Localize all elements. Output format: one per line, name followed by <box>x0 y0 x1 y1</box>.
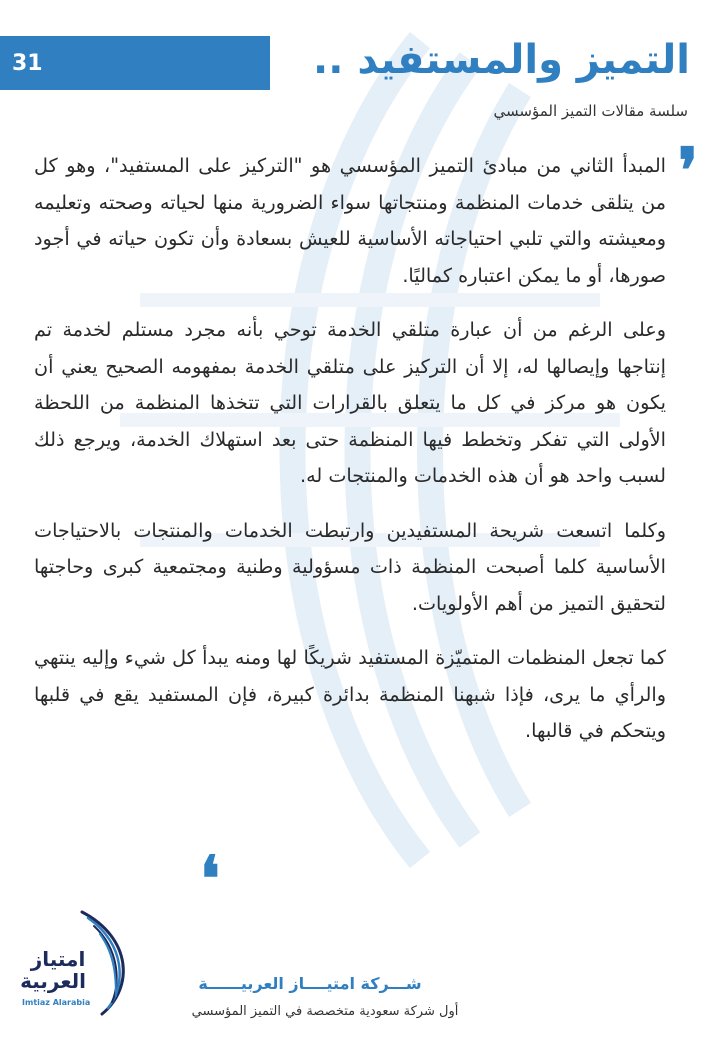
article-body <box>34 148 666 768</box>
open-quote-icon: ❜ <box>678 134 698 207</box>
paragraph-4: كما تجعل المنظمات المتميّزة المستفيد شريكًا لها ومنه يبدأ كل شيء وإليه ينتهي والرأي ما يرى، فإذا شبهنا المنظمة بدائرة كبيرة، فإن المستفيد يقع في قلبها ويتحكم في قالبها. <box>34 646 666 742</box>
series-subtitle: سلسة مقالات التميز المؤسسي <box>493 102 688 120</box>
logo-line2: العربية <box>20 969 86 993</box>
page-number: 31 <box>12 50 43 76</box>
logo-english: Imtiaz Alarabia <box>22 998 91 1007</box>
logo-wordmark <box>20 947 86 993</box>
logo-line1: امتياز <box>30 947 86 971</box>
close-quote-icon: ❛ <box>200 842 220 915</box>
paragraph-2: وعلى الرغم من أن عبارة متلقي الخدمة توحي بأنه مجرد مستلم لخدمة تم إنتاجها وإيصالها له، إلا أن التركيز على متلقي الخدمة بمفهومه الصحيح يعني أن يكون هو مركز في كل ما يتعلق بالقرارات التي تتخذها المنظمة من اللحظة الأولى التي تفكر وتخطط فيها المنظمة حتى بعد استهلاك الخدمة، ويرجع ذلك لسبب واحد هو أن هذه الخدمات والمنتجات له. <box>34 318 666 487</box>
company-tagline: أول شركة سعودية متخصصة في التميز المؤسسي <box>191 1004 459 1019</box>
paragraph-1: المبدأ الثاني من مبادئ التميز المؤسسي هو "التركيز على المستفيد"، وهو كل من يتلقى خدمات المنظمة ومنتجاتها سواء الضرورية منها لحياته وصحته وتعليمه ومعيشته والتي تلبي احتياجاته الأساسية للعيش بسعادة وأن تكون حياته في أجود صورها، أو ما يمكن اعتباره كماليًا. <box>34 154 666 287</box>
page-number-banner <box>0 36 270 90</box>
company-name: شـــركة امتيــــاز العربيــــــة <box>198 974 422 993</box>
paragraph-3: وكلما اتسعت شريحة المستفيدين وارتبطت الخدمات والمنتجات بالاحتياجات الأساسية كلما أصبحت المنظمة ذات مسؤولية وطنية ومجتمعية كبرى وحاجتها لتحقيق التميز من أهم الأولويات. <box>34 518 666 615</box>
page-title: التميز والمستفيد .. <box>313 37 690 83</box>
